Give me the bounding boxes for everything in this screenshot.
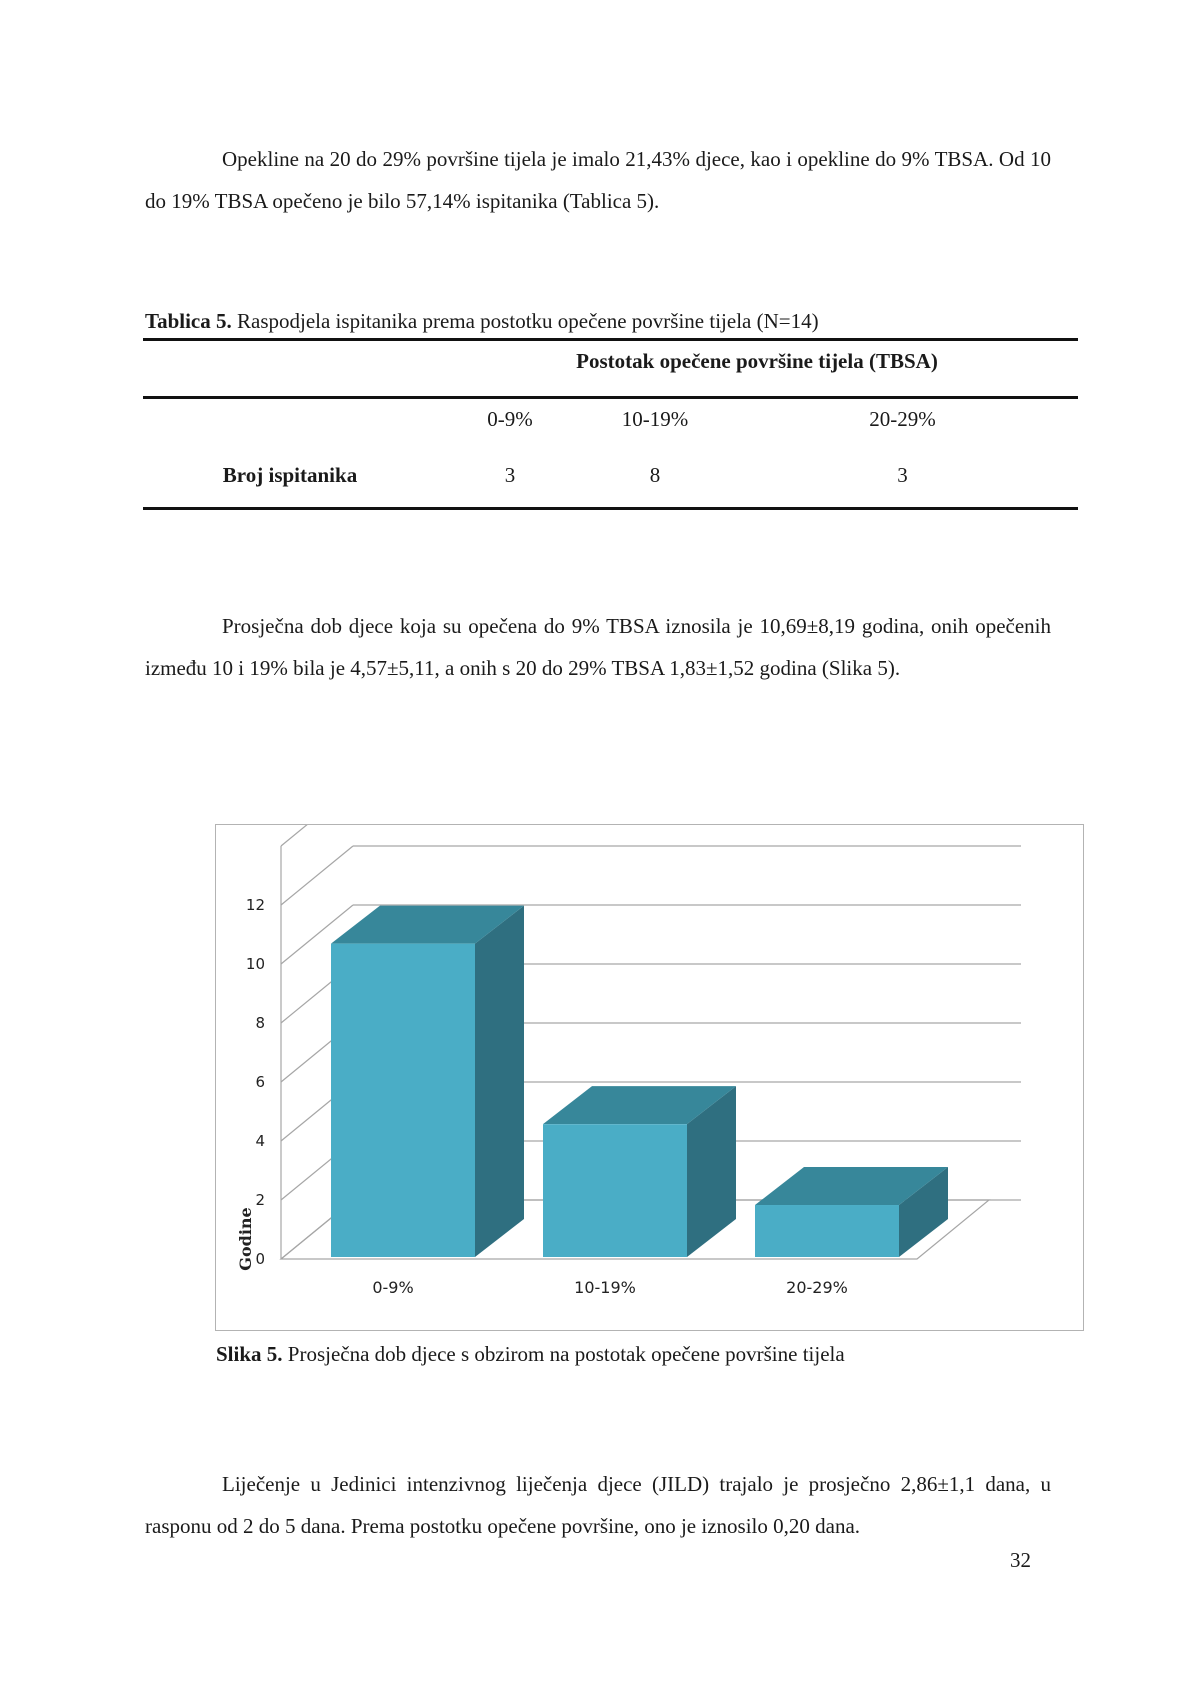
- table-group-header: Postotak opečene površine tijela (TBSA): [576, 349, 938, 373]
- x-tick-label: 0-9%: [372, 1278, 414, 1297]
- table-col-header: 10-19%: [621, 407, 689, 431]
- bar-side: [475, 906, 524, 1257]
- table-rule-top: [143, 338, 1078, 341]
- y-axis-label: Godine: [236, 1207, 255, 1271]
- table-cell: 8: [649, 463, 661, 487]
- page-number: 32: [1010, 1548, 1031, 1572]
- table-col-header: 0-9%: [487, 407, 533, 431]
- bar: [543, 1086, 736, 1257]
- table-caption: [145, 309, 819, 334]
- figure-caption-text: Prosječna dob djece s obzirom na postotak opečene površine tijela: [282, 1342, 845, 1366]
- figure-caption: [216, 1342, 845, 1367]
- table-caption-text: Raspodjela ispitanika prema postotku opečene površine tijela (N=14): [231, 309, 819, 333]
- gridline-wall: [281, 846, 353, 905]
- table-row-label: Broj ispitanika: [222, 463, 358, 487]
- bar-front: [755, 1205, 899, 1257]
- table-cell: 3: [504, 463, 516, 487]
- y-tick-label: 8: [255, 1014, 265, 1032]
- bar: [755, 1167, 948, 1257]
- y-tick-label: 0: [255, 1250, 265, 1268]
- bar: [331, 906, 524, 1257]
- figure-caption-label: Slika 5.: [216, 1342, 283, 1366]
- table-rule-bottom: [143, 507, 1078, 510]
- bar-front: [543, 1124, 687, 1257]
- x-tick-label: 20-29%: [786, 1278, 848, 1297]
- y-tick-label: 10: [245, 955, 265, 973]
- x-tick-label: 10-19%: [574, 1278, 636, 1297]
- y-tick-label: 2: [255, 1191, 265, 1209]
- chart-frame: [215, 824, 1084, 1331]
- y-tick-label: 4: [255, 1132, 265, 1150]
- paragraph-intro: Opekline na 20 do 29% površine tijela je imalo 21,43% djece, kao i opekline do 9% TBSA. Od 10 do 19% TBSA opečeno je bilo 57,14% ispitanika (Tablica 5).: [145, 147, 1051, 213]
- bar-front: [331, 944, 475, 1257]
- gridline-wall: [281, 825, 353, 846]
- table-cell: 3: [897, 463, 908, 487]
- paragraph-treatment: Liječenje u Jedinici intenzivnog liječenja djece (JILD) trajalo je prosječno 2,86±1,1 dana, u rasponu od 2 do 5 dana. Prema postotku opečene površine, ono je iznosilo 0,20 dana.: [145, 1472, 1051, 1538]
- chart-bars: [331, 906, 948, 1257]
- paragraph-age: Prosječna dob djece koja su opečena do 9% TBSA iznosila je 10,69±8,19 godina, onih opečenih između 10 i 19% bila je 4,57±5,11, a onih s 20 do 29% TBSA 1,83±1,52 godina (Slika 5).: [145, 614, 1051, 680]
- table-col-header: 20-29%: [869, 407, 936, 431]
- y-tick-label: 12: [245, 896, 265, 914]
- y-tick-label: 6: [255, 1073, 265, 1091]
- table-rule-mid: [143, 396, 1078, 399]
- bar-chart: [216, 825, 1085, 1332]
- table-caption-label: Tablica 5.: [145, 309, 232, 333]
